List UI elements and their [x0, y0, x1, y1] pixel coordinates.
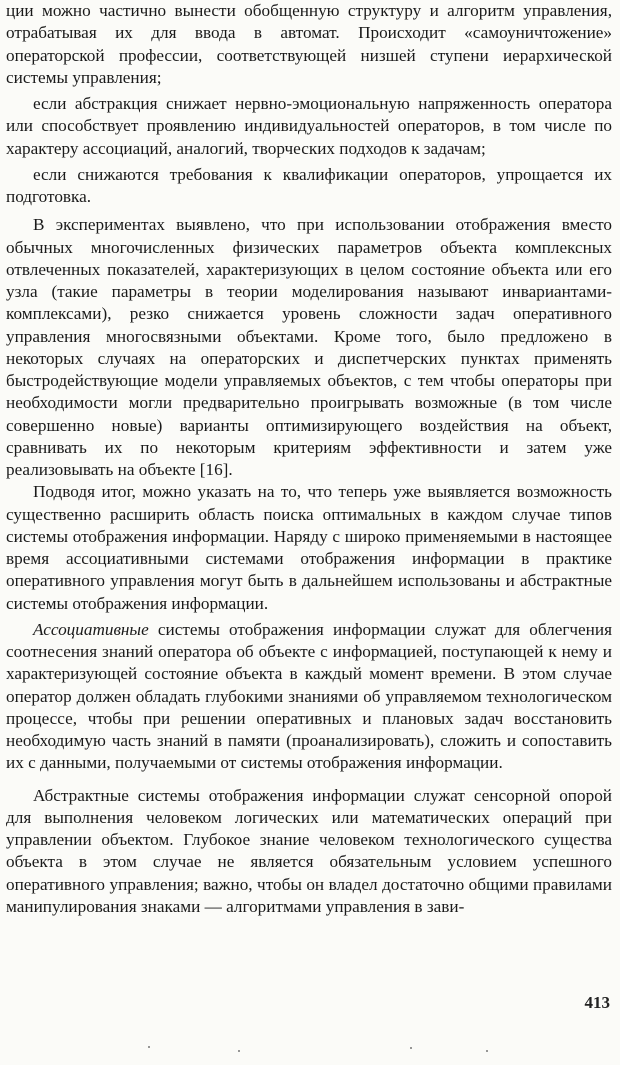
scan-speck [410, 1047, 412, 1049]
page-number: 413 [584, 993, 610, 1012]
paragraph-6-text: системы отображения информации служат для облегчения соотнесения знаний оператора об объекте с информацией, поступающей к нему и характеризующей состояние объекта в каждый момент времени. В этом случае оператор должен обладать глубокими знаниями об управляемом технологическом процессе, чтобы при решении оперативных и плановых задач восстановить необходимую часть знаний в памяти (проанализировать), сложить и сопоставить их с данными, получаемыми от системы отображения информации. [6, 619, 612, 773]
body-text [6, 0, 612, 918]
paragraph-7: Абстрактные системы отображения информации служат сенсорной опорой для выполнения человеком логических или математических операций при управлении объектом. Глубокое знание человеком технологического существа объекта в этом случае не является обязательным условием успешного оперативного управления; важно, чтобы он владел достаточно общими правилами манипулирования знаками — алгоритмами управления в зави- [6, 785, 612, 916]
paragraph-2: если абстракция снижает нервно-эмоциональную напряженность оператора или способствует проявлению индивидуальностей операторов, в том числе по характеру ассоциаций, аналогий, творческих подходов к задачам; [6, 94, 612, 158]
paragraph-3: если снижаются требования к квалификации операторов, упрощается их подготовка. [6, 164, 612, 206]
scan-speck [148, 1046, 150, 1048]
paragraph-5: Подводя итог, можно указать на то, что теперь уже выявляется возможность существенно расширить область поиска оптимальных в каждом случае типов системы отображения информации. Наряду с широко применяемыми в настоящее время ассоциативными системами отображения информации в практике оперативного управления могут быть в дальнейшем использованы и абстрактные системы отображения информации. [6, 482, 612, 613]
scan-speck [486, 1050, 488, 1052]
paragraph-4: В экспериментах выявлено, что при использовании отображения вместо обычных многочисленных физических параметров объекта комплексных отвлеченных показателей, характеризующих в целом состояние объекта или его узла (такие параметры в теории моделирования называют инвариантами-комплексами), резко снижается уровень сложности задач оперативного управления многосвязными объектами. Кроме того, было предложено в некоторых случаях на операторских и диспетчерских пунктах применять быстродействующие модели управляемых объектов, с тем чтобы операторы при необходимости могли предварительно проигрывать возможные (в том числе совершенно новые) варианты оптимизирующего воздействия на объект, сравнивать их по некоторым критериям эффективности и затем уже реализовывать на объекте [16]. [6, 215, 612, 479]
paragraph-1: ции можно частично вынести обобщенную структуру и алгоритм управления, отрабатывая их для ввода в автомат. Происходит «самоуничтожение» операторской профессии, соответствующей низшей ступени иерархической системы управления; [6, 1, 612, 87]
scan-speck [238, 1050, 240, 1052]
italic-term: Ассоциативные [33, 619, 149, 639]
paragraph-6 [6, 619, 612, 775]
